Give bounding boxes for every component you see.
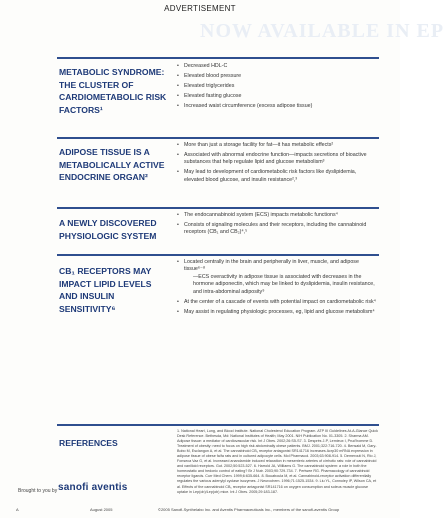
sanofi-aventis-logo: sanofi aventis: [58, 482, 128, 493]
bullet-item: • The endocannabinoid system (ECS) impacts metabolic functions⁴: [177, 212, 377, 219]
bullet-item: [177, 259, 377, 296]
references-heading: REFERENCES: [59, 438, 118, 448]
page-marker: A: [16, 507, 19, 512]
copyright-line: ©2005 Sanofi-Synthelabo Inc. and Aventis Pharmaceuticals Inc., members of the sanofi-aventis Group: [158, 507, 340, 512]
bullet-list-adipose-tissue: [177, 142, 377, 187]
bullet-item: • Increased waist circumference (excess adipose tissue): [177, 103, 377, 110]
bullet-text: Located centrally in the brain and peripherally in liver, muscle, and adipose tissue⁶⁻⁸: [184, 259, 359, 273]
bullet-item: • Elevated fasting glucose: [177, 93, 377, 100]
section-rule: [57, 424, 379, 426]
bullet-item: • May lead to development of cardiometabolic risk factors like dyslipidemia, elevated blood glucose, and insulin resistance²,³: [177, 169, 377, 184]
section-heading-physiologic-system: A NEWLY DISCOVERED PHYSIOLOGIC SYSTEM: [59, 218, 157, 241]
bullet-item: • Consists of signaling molecules and their receptors, including the cannabinoid receptors (CB₁ and CB₂)⁴,⁵: [177, 222, 377, 237]
section-rule: [57, 57, 379, 59]
bullet-item: • Elevated triglycerides: [177, 83, 377, 90]
bullet-item: • Associated with abnormal endocrine function—impacts secretions of bioactive substances that help regulate lipid and glucose metabolism³: [177, 152, 377, 167]
bullet-item: • Decreased HDL-C: [177, 63, 377, 70]
bullet-list-metabolic-syndrome: [177, 63, 377, 113]
bullet-item: • At the center of a cascade of events with potential impact on cardiometabolic risk⁴: [177, 299, 377, 306]
brought-to-you-by: Brought to you by: [18, 488, 58, 494]
section-rule: [57, 137, 379, 139]
section-rule: [57, 254, 379, 256]
bleed-through-text: NOW AVAILABLE IN EP: [200, 20, 444, 42]
issue-date: August 2005: [90, 507, 113, 512]
section-heading-cb1-receptors: CB₁ RECEPTORS MAY IMPACT LIPID LEVELS AND INSULIN SENSITIVITY⁶: [59, 266, 152, 314]
references-text: 1. National Heart, Lung, and Blood Institute. National Cholesterol Education Program. ATP III Guidelines At-A-Glance Quick Desk Reference. Bethesda, Md: National Institutes of Health; May 2001. NIH Publication No. 01-3305. 2. Sharma AM. Adipose tissue: a mediator of cardiovascular risk. Int J Obes. 2002;26:S5-S7. 3. Després J-P, Lemieux I, Prud'homme D. Treatment of obesity: need to focus on high risk abdominally obese patients. BMJ. 2001;322:716-720. 4. Bensaid M, Gary-Bobo M, Esclangon A, et al. The cannabinoid CB₁ receptor antagonist SR141716 increases Acrp30 mRNA expression in adipose tissue of obese fa/fa rats and in cultured adipocyte cells. Mol Pharmacol. 2003;63:908-914. 5. Demerouti N, Rio J, Fonseca Vaz G, et al. Increased anandamide induced relaxation in mesenteric arteries of cirrhotic rats: role of cannabinoid and vanilloid receptors. Gut. 2002;50:523-527. 6. Harrold JA, Williams G. The cannabinoid system: a role in both the homeostatic and hedonic control of eating? Br J Nutr. 2003;90:729-734. 7. Pertwee RG. Pharmacology of cannabinoid receptor ligands. Curr Med Chem. 1999;6:635-664. 8. Bouaboula M, et al. Cannabinoid-receptor activation differentially regulates the various adenylyl cyclase isozymes. J Neurochem. 1996;71:1525-1534. 9. Liu YL, Connoley IP, Wilson CA, et al. Effects of the cannabinoid CB₁ receptor antagonist SR141716 on oxygen consumption and soleus muscle glucose uptake in Lep(ob)/Lep(ob) mice. Int J Obes. 2005;29:183-187.: [177, 429, 378, 494]
bullet-item: • Elevated blood pressure: [177, 73, 377, 80]
bullet-list-physiologic-system: [177, 212, 377, 239]
advertisement-label: ADVERTISEMENT: [164, 4, 236, 13]
section-rule: [57, 207, 379, 209]
bullet-list-cb1-receptors: [177, 259, 377, 319]
section-heading-adipose-tissue: ADIPOSE TISSUE IS A METABOLICALLY ACTIVE ENDOCRINE ORGAN²: [59, 147, 165, 183]
bullet-item: • More than just a storage facility for fat—it has metabolic effects²: [177, 142, 377, 149]
section-heading-metabolic-syndrome: METABOLIC SYNDROME: THE CLUSTER OF CARDIOMETABOLIC RISK FACTORS¹: [59, 67, 167, 115]
sub-bullet-item: —ECS overactivity in adipose tissue is associated with decreases in the hormone adiponectin, which may be linked to dyslipidemia, insulin resistance, and intra-abdominal adiposity⁹: [193, 273, 375, 295]
bullet-item: • May assist in regulating physiologic processes, eg, lipid and glucose metabolism⁴: [177, 309, 377, 316]
